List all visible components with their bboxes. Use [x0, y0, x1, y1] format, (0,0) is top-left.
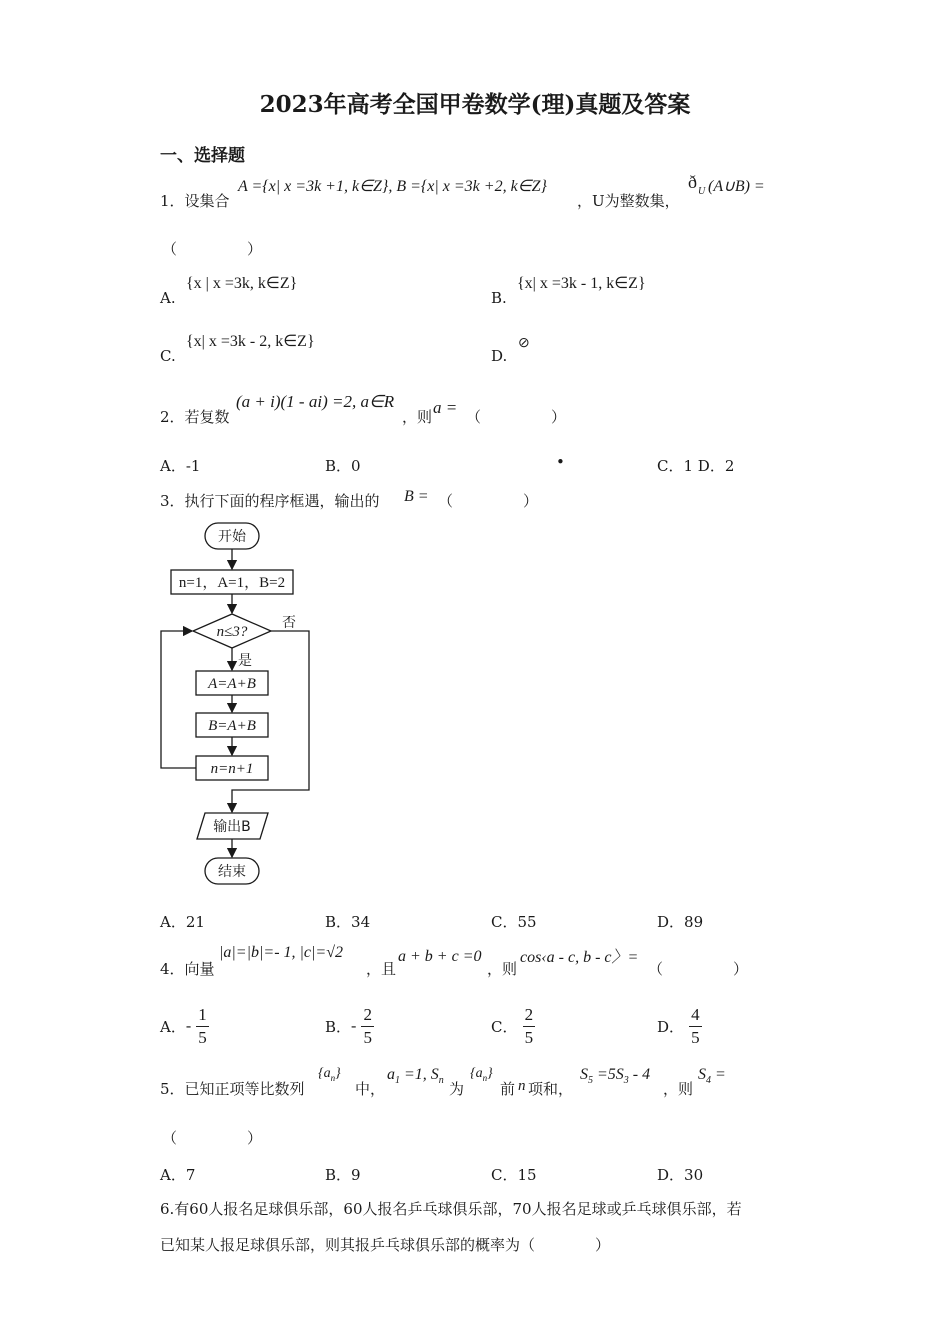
q5-paren: （ ）	[162, 1129, 265, 1147]
q4-mid-1: ，且	[366, 960, 397, 978]
flow-start-label: 开始	[218, 529, 246, 545]
q5-seq-2: $\{a_n\}$	[470, 1066, 493, 1083]
q4-math-2: a + b + c =0	[398, 948, 482, 965]
q5-prefix: 5．已知正项等比数列	[160, 1080, 305, 1098]
q5-math-3: $S_5 =5S_3 - 4$	[580, 1066, 651, 1087]
page-title: 2023年高考全国甲卷数学(理)真题及答案	[259, 91, 691, 118]
q4-option-c: C． $\frac{2}{5}$	[491, 1005, 534, 1047]
flow-output-label: 输出B	[213, 819, 251, 835]
q4-math-3: cos‹a - c, b - c〉=	[520, 949, 639, 966]
flow-step3-label: n=n+1	[210, 761, 254, 777]
q2-option-cd: C．1 D．2	[657, 457, 735, 475]
q5-mid-1: 中，	[355, 1080, 386, 1098]
q3-paren: （ ）	[438, 492, 541, 510]
q5-mid-3: 前	[500, 1080, 516, 1098]
q2-paren: （ ）	[466, 408, 569, 426]
q1-mid: ，U为整数集，	[577, 192, 680, 210]
q4-paren: （ ）	[648, 960, 751, 978]
q1-option-a-letter: A.	[160, 289, 176, 307]
q1-option-d: ⊘	[518, 336, 530, 351]
q5-math-4: $S_4$ =	[698, 1066, 726, 1087]
q2-dot: •	[556, 453, 565, 471]
q5-n: n	[518, 1078, 526, 1094]
q2-option-a: A．-1	[160, 457, 201, 475]
q1-option-b: {x| x =3k - 1, k∈Z}	[517, 275, 646, 292]
flow-step2-label: B=A+B	[208, 718, 256, 734]
q2-option-b: B．0	[325, 457, 361, 475]
q3-option-a: A．21	[160, 913, 205, 931]
flow-end-label: 结束	[218, 864, 246, 880]
q2-mid: ，则	[402, 408, 433, 426]
q3-option-c: C．55	[491, 913, 537, 931]
q1-complement-symbol: ð	[688, 172, 697, 192]
q5-seq-1: $\{a_n\}$	[318, 1066, 341, 1083]
q4-option-d: D． $\frac{4}{5}$	[657, 1005, 700, 1047]
q4-option-b: B．- $\frac{2}{5}$	[325, 1005, 372, 1047]
q2-math-a: a =	[433, 398, 458, 417]
q1-paren: （ ）	[162, 240, 265, 258]
flow-yes-label: 是	[238, 653, 252, 669]
q1-complement-sub: U	[698, 186, 706, 197]
q3-math: B =	[404, 488, 429, 505]
q3-option-b: B．34	[325, 913, 371, 931]
q1-option-c: {x| x =3k - 2, k∈Z}	[186, 333, 315, 350]
q1-math-sets: A ={x| x =3k +1, k∈Z}, B ={x| x =3k +2, k∈Z}	[238, 178, 547, 195]
q5-math-2: $a_1 =1$, $S_n$	[387, 1066, 444, 1087]
flow-condition-label: n≤3?	[216, 624, 248, 640]
q3-option-d: D．89	[657, 913, 704, 931]
q3-stem: 3．执行下面的程序框遇，输出的	[160, 492, 380, 510]
q4-math-1: |a|=|b|=- 1, |c|=√2	[219, 944, 343, 961]
q5-option-a: A．7	[160, 1166, 196, 1184]
flow-init-label: n=1，A=1，B=2	[178, 575, 286, 591]
section-heading: 一、选择题	[160, 146, 245, 166]
q2-prefix: 2．若复数	[160, 408, 230, 426]
q2-math: (a + i)(1 - ai) =2, a∈R	[236, 392, 395, 411]
q4-option-a: A．- $\frac{1}{5}$	[160, 1005, 207, 1047]
q5-option-c: C．15	[491, 1166, 537, 1184]
q5-option-b: B．9	[325, 1166, 361, 1184]
flow-no-label: 否	[282, 615, 296, 631]
q5-mid-4: 项和，	[528, 1080, 574, 1098]
q1-option-d-letter: D.	[491, 347, 508, 365]
q1-prefix: 1．设集合	[160, 192, 230, 210]
q5-option-d: D．30	[657, 1166, 704, 1184]
q5-mid-5: ，则	[663, 1080, 694, 1098]
flowchart	[150, 515, 330, 890]
q1-option-a: {x | x =3k, k∈Z}	[186, 275, 298, 292]
q4-mid-2: ，则	[487, 960, 518, 978]
q1-option-b-letter: B.	[491, 289, 507, 307]
q4-prefix: 4．向量	[160, 960, 215, 978]
q6-line-1: 6.有60人报名足球俱乐部，60人报名乒乓球俱乐部，70人报名足球或乒乓球俱乐部，若	[160, 1200, 742, 1218]
q1-option-c-letter: C.	[160, 347, 176, 365]
flow-step1-label: A=A+B	[208, 676, 256, 692]
q1-complement-tail: (A∪B) =	[708, 178, 765, 195]
q6-line-2: 已知某人报足球俱乐部，则其报乒乓球俱乐部的概率为（ ）	[160, 1236, 611, 1254]
q5-mid-2: 为	[449, 1080, 465, 1098]
